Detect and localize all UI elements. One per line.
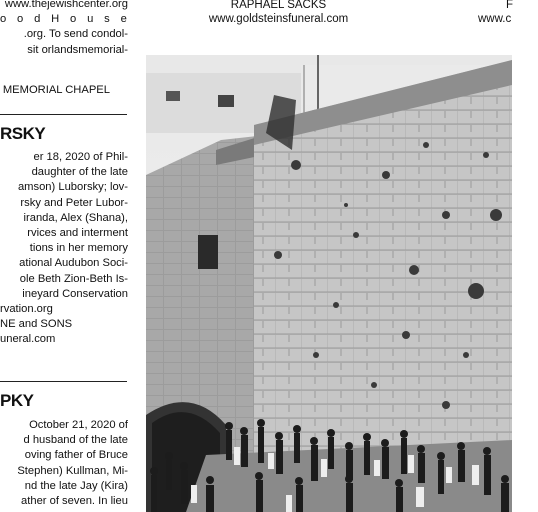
text-line: ole Beth Zion-Beth Is- <box>19 272 128 285</box>
header-name: F <box>506 0 514 11</box>
text-line: .org. To send condol- <box>23 28 128 41</box>
text-line: daughter of the late <box>31 166 128 179</box>
text-line: ather of seven. In lieu <box>21 495 128 508</box>
text-line: rvation.org <box>0 303 53 316</box>
text-line: October 21, 2020 of <box>29 419 128 431</box>
header-name: RAPHAEL SACKS <box>230 0 327 11</box>
text-line: ineyard Conservation <box>22 287 128 300</box>
text-line: rvices and interment <box>27 227 128 240</box>
text-line: oving father of Bruce <box>24 449 128 462</box>
text-line: Stephen) Kullman, Mi- <box>17 464 128 477</box>
text-line: iranda, Alex (Shana), <box>23 211 128 224</box>
text-line: amson) Luborsky; lov- <box>17 181 128 194</box>
text-line: er 18, 2020 of Phil- <box>33 151 128 163</box>
text-line: o o d H o u s e <box>0 13 128 26</box>
text-line: tions in her memory <box>29 242 128 255</box>
chapel-line: MEMORIAL CHAPEL <box>2 84 110 96</box>
text-line: NE and SONS <box>0 318 73 331</box>
obituary-column <box>0 0 128 512</box>
header-website: www.c <box>478 13 512 25</box>
divider <box>0 114 127 115</box>
text-line: www.thejewishcenter.org <box>4 0 128 10</box>
text-line: uneral.com <box>0 333 56 346</box>
divider <box>0 381 127 382</box>
obituary-name: PKY <box>0 391 34 410</box>
text-line: ational Audubon Soci- <box>19 257 128 270</box>
western-wall-photo <box>146 55 512 512</box>
funeral-home-header-right <box>478 0 538 26</box>
header-website: www.goldsteinsfuneral.com <box>208 13 349 25</box>
text-line: sit orlandsmemorial- <box>27 43 128 56</box>
text-line: d husband of the late <box>23 434 128 447</box>
text-line: rsky and Peter Lubor- <box>20 196 128 209</box>
funeral-home-header <box>196 0 361 26</box>
obituary-name: RSKY <box>0 124 46 143</box>
text-line: nd the late Jay (Kira) <box>24 479 128 492</box>
